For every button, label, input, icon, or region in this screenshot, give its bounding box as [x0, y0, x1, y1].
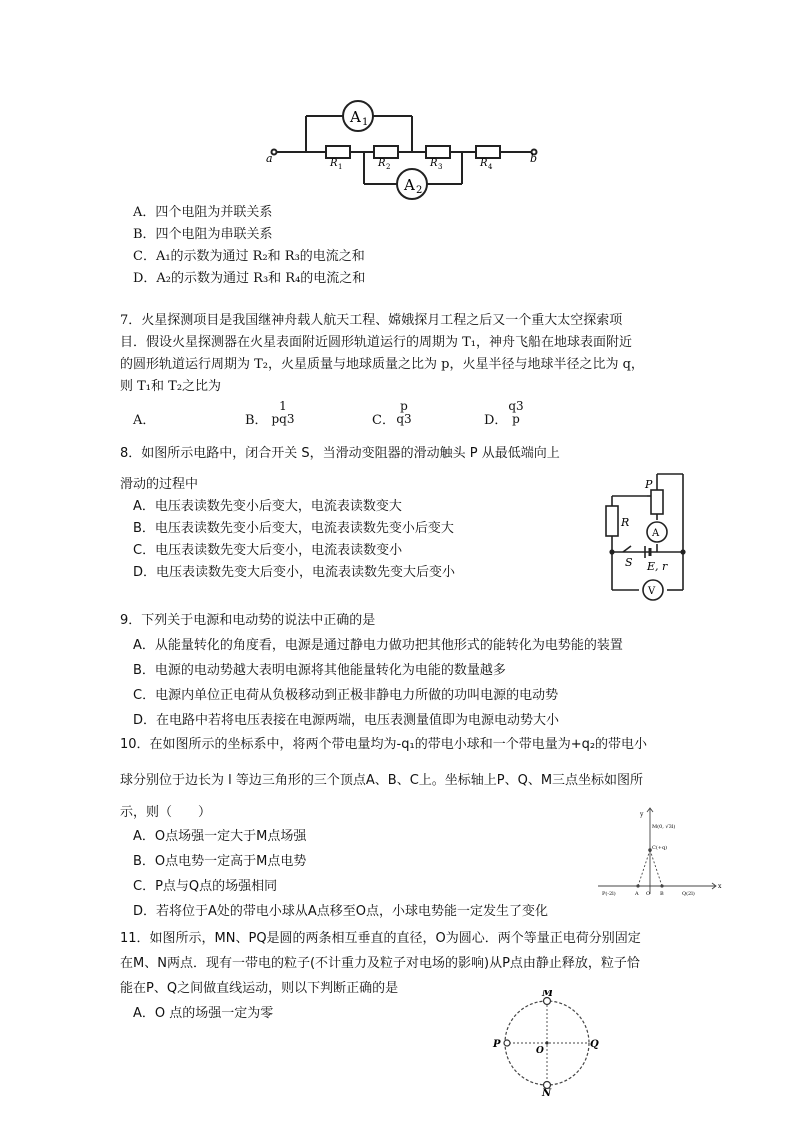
svg-text:4: 4	[488, 163, 493, 171]
a2-label: A	[404, 176, 415, 194]
q7-line-2: 目．假设火星探测器在火星表面附近圆形轨道运行的周期为 T₁，神舟飞船在地球表面附近	[120, 335, 633, 350]
q10-option-c: C．P点与Q点的场强相同	[133, 879, 278, 894]
q10-line-2: 球分别位于边长为 l 等边三角形的三个顶点A、B、C上。坐标轴上P、Q、M三点坐标如图所	[120, 773, 644, 788]
svg-text:B: B	[660, 891, 664, 897]
svg-text:A: A	[635, 891, 639, 897]
q7-option-d-denominator: p	[512, 412, 520, 426]
q7-option-d: D．	[484, 413, 508, 428]
svg-text:x: x	[718, 883, 722, 890]
q9-option-c: C．电源内单位正电荷从负极移动到正极非静电力所做的功叫电源的电动势	[133, 688, 559, 703]
svg-text:M(0, √3l): M(0, √3l)	[652, 824, 676, 830]
top-circuit-figure	[262, 92, 550, 204]
q7-option-b: B．	[245, 413, 268, 428]
q8-option-c: C．电压表读数先变大后变小，电流表读数变小	[133, 543, 403, 558]
q7-line-1: 7．火星探测项目是我国继神舟载人航天工程、嫦娥探月工程之后又一个重大太空探索项	[120, 313, 623, 328]
svg-text:R: R	[621, 516, 630, 529]
svg-text:R: R	[430, 158, 438, 169]
q7-option-c-numerator: p	[400, 399, 408, 413]
q11-circle-figure	[490, 990, 610, 1096]
q10-line-1: 10．在如图所示的坐标系中，将两个带电量均为-q₁的带电小球和一个带电量为+q₂的带电小	[120, 737, 648, 752]
svg-text:1: 1	[338, 163, 343, 171]
terminal-a: a	[266, 152, 273, 165]
svg-text:O: O	[536, 1046, 544, 1056]
q7-line-3: 的圆形轨道运行周期为 T₂，火星质量与地球质量之比为 p，火星半径与地球半径之比为 q，	[120, 357, 644, 372]
resistor-r2	[374, 146, 398, 158]
q9-option-a: A．从能量转化的角度看，电源是通过静电力做功把其他形式的能转化为电势能的装置	[133, 638, 623, 653]
resistor-r4	[476, 146, 500, 158]
q11-line-2: 在M、N两点．现有一带电的粒子(不计重力及粒子对电场的影响)从P点由静止释放，粒子恰	[120, 956, 640, 971]
svg-text:N: N	[542, 1088, 552, 1096]
q10-option-a: A．O点场强一定大于M点场强	[133, 829, 307, 844]
svg-text:O: O	[646, 891, 651, 897]
q9-option-b: B．电源的电动势越大表明电源将其他能量转化为电能的数量越多	[133, 663, 506, 678]
svg-text:C(+q): C(+q)	[652, 845, 668, 851]
a1-label: A	[350, 108, 361, 126]
q10-option-b: B．O点电势一定高于M点电势	[133, 854, 307, 869]
svg-text:A: A	[652, 528, 660, 539]
q8-line-1: 8．如图所示电路中，闭合开关 S，当滑动变阻器的滑动触头 P 从最低端向上	[120, 446, 560, 461]
svg-text:1: 1	[362, 117, 369, 128]
svg-text:V: V	[648, 586, 656, 597]
svg-text:P: P	[493, 1039, 501, 1050]
q7-option-d-numerator: q3	[508, 399, 524, 413]
q6-option-d: D．A₂的示数为通过 R₃和 R₄的电流之和	[133, 271, 366, 286]
svg-text:P(-2l): P(-2l)	[602, 891, 616, 897]
svg-text:R: R	[330, 158, 338, 169]
q7-option-c-denominator: q3	[396, 412, 412, 426]
q11-option-a: A．O 点的场强一定为零	[133, 1006, 274, 1021]
q6-option-a: A．四个电阻为并联关系	[133, 205, 273, 220]
resistor-r3	[426, 146, 450, 158]
svg-text:P: P	[645, 478, 653, 491]
svg-text:2: 2	[386, 163, 391, 171]
svg-text:M: M	[542, 990, 554, 999]
q9-option-d: D．在电路中若将电压表接在电源两端，电压表测量值即为电源电动势大小	[133, 713, 560, 728]
q10-option-d: D．若将位于A处的带电小球从A点移至O点，小球电势能一定发生了变化	[133, 904, 549, 919]
svg-text:Q: Q	[590, 1039, 599, 1050]
svg-text:R: R	[480, 158, 488, 169]
q6-option-c: C．A₁的示数为通过 R₂和 R₃的电流之和	[133, 249, 365, 264]
q7-option-a: A．	[133, 413, 156, 428]
q8-line-2: 滑动的过程中	[120, 477, 199, 492]
q7-option-b-denominator: pq3	[271, 412, 295, 426]
q10-line-3: 示，则（ ）	[120, 805, 212, 820]
q7-option-b-numerator: 1	[279, 399, 287, 413]
q9-line-1: 9．下列关于电源和电动势的说法中正确的是	[120, 613, 376, 628]
resistor-r	[606, 506, 618, 536]
resistor-r1	[326, 146, 350, 158]
svg-text:2: 2	[416, 185, 423, 196]
q11-line-3: 能在P、Q之间做直线运动，则以下判断正确的是	[120, 981, 399, 996]
svg-text:R: R	[378, 158, 386, 169]
q8-circuit-figure	[595, 468, 695, 604]
svg-text:E, r: E, r	[647, 560, 668, 573]
svg-text:y: y	[640, 811, 644, 818]
q6-option-b: B．四个电阻为串联关系	[133, 227, 273, 242]
rheostat	[651, 490, 663, 514]
svg-text:S: S	[625, 556, 633, 569]
q8-option-a: A．电压表读数先变小后变大，电流表读数变大	[133, 499, 402, 514]
q8-option-b: B．电压表读数先变小后变大，电流表读数先变小后变大	[133, 521, 454, 536]
terminal-b: b	[530, 152, 538, 165]
svg-text:Q(2l): Q(2l)	[682, 891, 695, 897]
q7-option-c: C．	[372, 413, 395, 428]
svg-text:3: 3	[438, 163, 443, 171]
q10-coordinate-figure	[594, 806, 724, 898]
q7-line-4: 则 T₁和 T₂之比为	[120, 379, 222, 394]
q8-option-d: D．电压表读数先变大后变小，电流表读数先变大后变小	[133, 565, 456, 580]
q11-line-1: 11．如图所示，MN、PQ是圆的两条相互垂直的直径，O为圆心．两个等量正电荷分别固定	[120, 931, 641, 946]
